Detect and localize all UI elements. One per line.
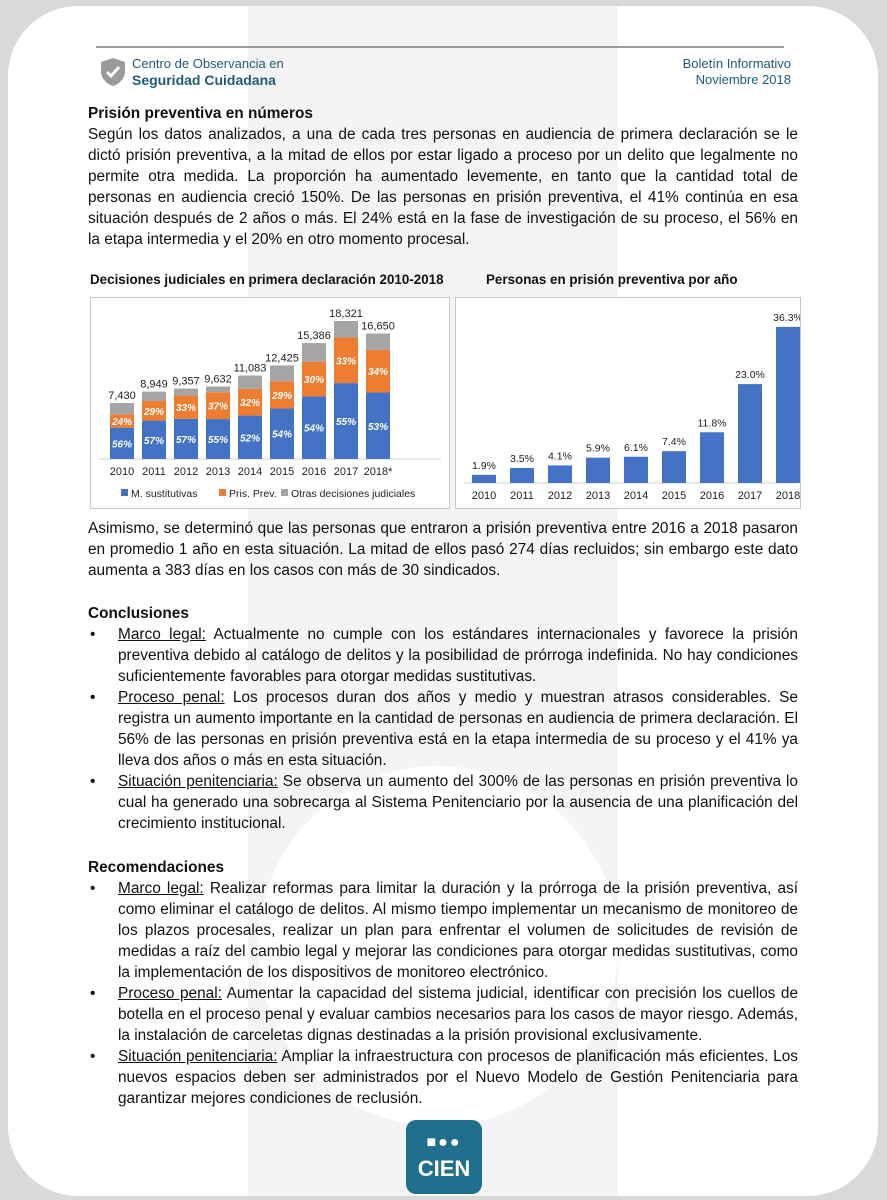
header-rule — [96, 46, 784, 48]
bar-segment-2 — [110, 403, 134, 414]
x-tick-label: 2011 — [510, 490, 534, 502]
org-line1: Centro de Observancia en — [132, 56, 284, 71]
bulletin-title: Boletín Informativo — [682, 56, 791, 71]
bar-segment-2 — [174, 389, 198, 396]
segment-label: 54% — [271, 429, 293, 441]
x-tick-label: 2010 — [471, 490, 497, 502]
segment-label: 56% — [111, 439, 133, 451]
value-label: 7.4% — [662, 436, 686, 449]
item-text: Ampliar la infraestructura con procesos de planificación más eficientes. Los nuevos espacios deben ser administrados por el Nuevo Modelo de Gestión Penitenciaria para garantizar mejores condiciones de reclusión. — [118, 1048, 798, 1107]
x-tick-label: 2012 — [547, 490, 573, 502]
total-label: 7,430 — [108, 390, 136, 403]
bar-segment-2 — [270, 365, 294, 381]
bulletin-date: Noviembre 2018 — [695, 72, 791, 87]
legend-swatch — [281, 489, 288, 496]
segment-label: 33% — [175, 403, 197, 415]
segment-label: 33% — [335, 356, 357, 368]
bar-segment-2 — [366, 334, 390, 350]
x-tick-label: 2012 — [173, 466, 199, 478]
recomendaciones-title: Recomendaciones — [88, 859, 224, 876]
x-tick-label: 2018* — [363, 466, 393, 478]
bar — [624, 457, 648, 483]
segment-label: 54% — [303, 423, 325, 435]
segment-label: 29% — [143, 406, 165, 418]
legend-swatch — [219, 489, 226, 496]
x-tick-label: 2015 — [661, 490, 687, 502]
total-label: 12,425 — [265, 352, 299, 365]
segment-label: 29% — [271, 390, 293, 402]
chart2-frame — [455, 297, 801, 509]
section-conclusiones — [88, 603, 798, 834]
conclusiones-title: Conclusiones — [88, 605, 189, 622]
bar-segment-2 — [238, 376, 262, 389]
segment-label: 57% — [143, 435, 165, 447]
x-tick-label: 2017 — [333, 466, 359, 478]
x-tick-label: 2018 — [775, 490, 800, 502]
section-body: Asimismo, se determinó que las personas que entraron a prisión preventiva entre 2016 a 2018 pasaron en promedio 1 año en esta situación. La mitad de ellos pasó 274 días recluidos; sin embargo este dato aumenta a 383 días en los casos con más de 30 sindicados. — [88, 520, 798, 579]
item-text: Actualmente no cumple con los estándares internacionales y favorece la prisión preventiva debido al catálogo de delitos y la posibilidad de prórroga indefinida. No hay condiciones suficientemente favorables para otorgar medidas sustitutivas. — [118, 626, 798, 685]
total-label: 16,650 — [361, 320, 395, 333]
x-tick-label: 2011 — [142, 466, 166, 478]
org-line2: Seguridad Cuidadana — [132, 72, 276, 88]
x-tick-label: 2013 — [585, 490, 611, 502]
segment-label: 30% — [303, 375, 325, 387]
x-tick-label: 2016 — [301, 466, 327, 478]
list-item — [118, 624, 798, 687]
total-label: 9,357 — [172, 375, 200, 388]
org-name — [132, 56, 284, 88]
segment-label: 55% — [207, 435, 229, 447]
chart1-stacked-bar — [91, 298, 449, 508]
item-text: Realizar reformas para limitar la duración y la prórroga de la prisión preventiva, así como eliminar el catálogo de delitos. Al mismo tiempo implementar un mecanismo de monitoreo de los plazos procesales, realizar un plan para enfrentar el volumen de solicitudes de revisión de medidas a raíz del cambio legal y mejorar las condiciones para otorgar medidas sustitutivas, como la implementación de los dispositivos de monitoreo electrónico. — [118, 880, 798, 981]
section-recomendaciones — [88, 857, 798, 1109]
list-item — [118, 687, 798, 771]
item-label: Proceso penal: — [118, 985, 222, 1002]
logo-mark: ■●● — [426, 1134, 462, 1151]
segment-label: 53% — [367, 421, 389, 433]
item-label: Marco legal: — [118, 626, 206, 643]
item-label: Marco legal: — [118, 880, 204, 897]
list-item — [118, 1046, 798, 1109]
section-title: Prisión preventiva en números — [88, 105, 313, 122]
bar-segment-2 — [334, 321, 358, 338]
legend-label: M. sustitutivas — [131, 488, 198, 500]
total-label: 11,083 — [233, 362, 267, 375]
value-label: 4.1% — [548, 450, 572, 463]
segment-label: 57% — [175, 434, 197, 446]
value-label: 6.1% — [624, 441, 648, 454]
bar — [472, 475, 496, 483]
bar — [586, 458, 610, 483]
bar-segment-2 — [302, 343, 326, 362]
total-label: 15,386 — [297, 330, 331, 343]
bar — [662, 451, 686, 483]
x-tick-label: 2016 — [699, 490, 725, 502]
value-label: 23.0% — [735, 369, 765, 382]
bar — [776, 327, 800, 483]
value-label: 11.8% — [697, 417, 727, 430]
bar — [548, 465, 572, 483]
legend-swatch — [121, 489, 128, 496]
logo-text: CIEN — [417, 1156, 471, 1181]
item-label: Situación penitenciaria: — [118, 773, 278, 790]
item-text: Los procesos duran dos años y medio y muestran atrasos considerables. Se registra un aumento importante en la cantidad de personas en audiencia de primera declaración. El 56% de las personas en prisión preventiva está en la etapa intermedia de su proceso y el 41% ya lleva dos años o más en esta situación. — [118, 689, 798, 769]
segment-label: 24% — [111, 416, 133, 428]
chart1-frame — [90, 297, 450, 509]
section-prision-preventiva — [88, 103, 798, 250]
x-tick-label: 2014 — [237, 466, 263, 478]
item-text: Se observa un aumento del 300% de las personas en prisión preventiva lo cual ha generado una sobrecarga al Sistema Penitenciario por la ausencia de una planificación del crecimiento institucional. — [118, 773, 798, 832]
legend-label: Pris. Prev. — [229, 488, 277, 500]
list-item — [118, 983, 798, 1046]
bar — [510, 468, 534, 483]
bar-segment-2 — [142, 392, 166, 401]
section-asimismo — [88, 518, 798, 581]
total-label: 18,321 — [329, 308, 363, 320]
recomendaciones-list — [88, 878, 798, 1109]
cien-logo — [406, 1120, 482, 1194]
total-label: 9,632 — [204, 373, 232, 386]
x-tick-label: 2010 — [109, 466, 135, 478]
item-label: Situación penitenciaria: — [118, 1048, 278, 1065]
segment-label: 52% — [239, 433, 261, 445]
segment-label: 37% — [207, 401, 229, 413]
item-label: Proceso penal: — [118, 689, 225, 706]
value-label: 36.3% — [773, 311, 800, 324]
bulletin-info — [683, 56, 791, 88]
shield-check-icon — [100, 57, 126, 87]
value-label: 1.9% — [472, 459, 496, 472]
item-text: Aumentar la capacidad del sistema judicial, identificar con precisión los cuellos de botella en el proceso penal y evaluar cambios necesarios para los casos de mayor riesgo. Además, la instalación de carceletas dignas destinadas a la prisión provisional exclusivamente. — [118, 985, 799, 1044]
segment-label: 55% — [335, 417, 357, 429]
legend-label: Otras decisiones judiciales — [291, 488, 416, 500]
conclusiones-list — [88, 624, 798, 834]
value-label: 5.9% — [586, 442, 610, 455]
total-label: 8,949 — [140, 378, 168, 391]
chart1-title: Decisiones judiciales en primera declaración 2010-2018 — [90, 272, 444, 287]
list-item — [118, 771, 798, 834]
bar — [738, 384, 762, 483]
section-body: Según los datos analizados, a una de cada tres personas en audiencia de primera declaración se le dictó prisión preventiva, a la mitad de ellos por estar ligado a proceso por un delito que legalmente no permite otra medida. La proporción ha aumentado levemente, en tanto que la cantidad total de personas en audiencia creció 150%. De las personas en prisión preventiva, el 41% continúa en esa situación después de 2 años o más. El 24% está en la fase de investigación de su proceso, el 56% en la etapa intermedia y el 20% en otro momento procesal. — [88, 126, 798, 248]
bar — [700, 432, 724, 483]
chart2-title: Personas en prisión preventiva por año — [486, 272, 738, 287]
list-item — [118, 878, 798, 983]
segment-label: 32% — [239, 398, 261, 410]
segment-label: 34% — [367, 367, 389, 379]
x-tick-label: 2017 — [737, 490, 763, 502]
x-tick-label: 2014 — [623, 490, 649, 502]
x-tick-label: 2013 — [205, 466, 231, 478]
value-label: 3.5% — [510, 452, 534, 465]
x-tick-label: 2015 — [269, 466, 295, 478]
bar-segment-2 — [206, 386, 230, 392]
chart2-bar — [456, 298, 800, 508]
